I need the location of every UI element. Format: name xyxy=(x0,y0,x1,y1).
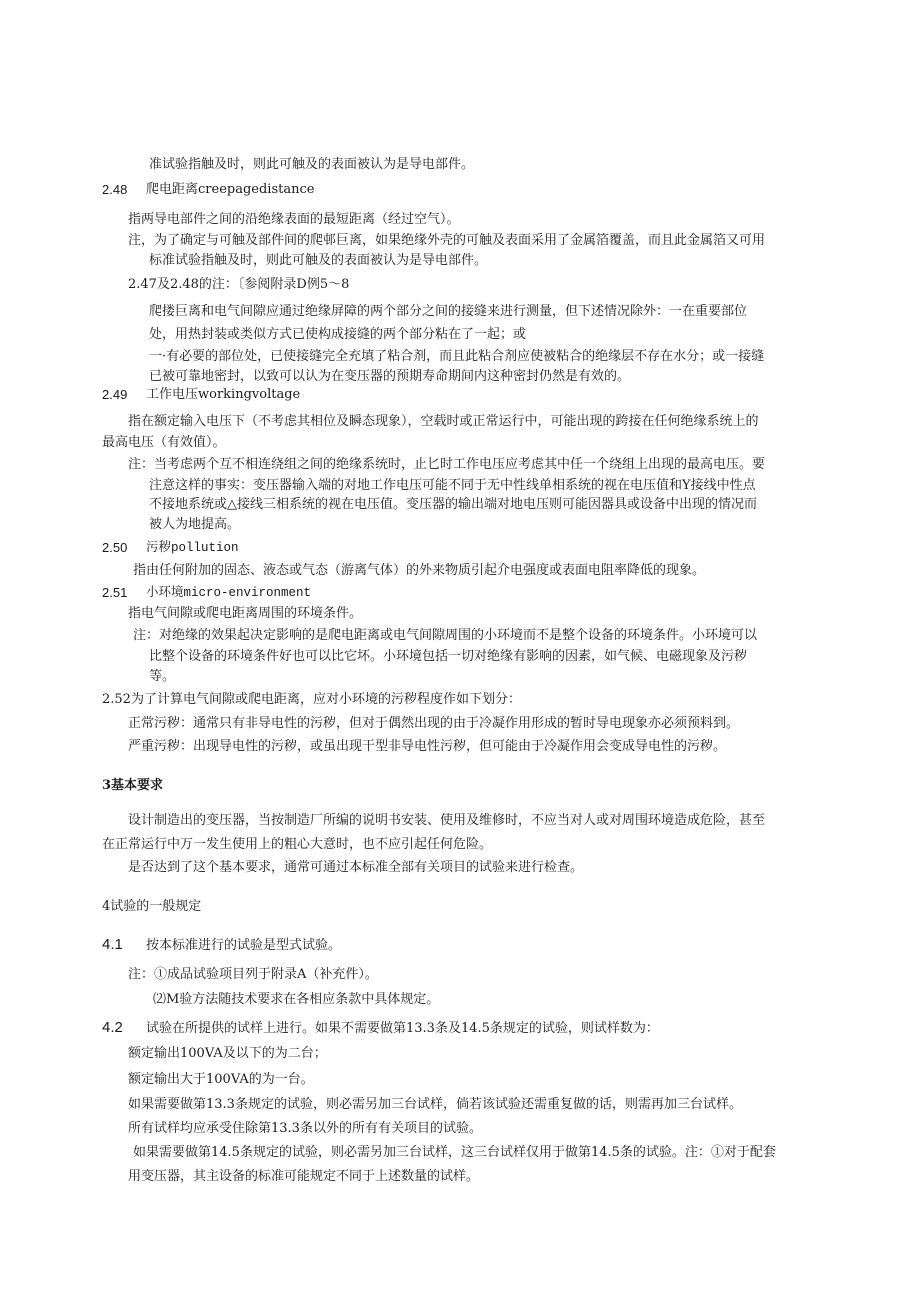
text-line: 指两导电部件之间的沿绝缘表面的最短距离（经过空气）。 xyxy=(128,212,460,227)
note-line: 注，为了确定与可触及部件间的爬邨巨离，如果绝缘外壳的可触及表面采用了金属箔覆盖，而且此金属箔又可用 xyxy=(128,233,766,248)
text-line: 额定输出大于100VA的为一台。 xyxy=(128,1072,314,1087)
clause-number: 4.2 xyxy=(102,1019,123,1036)
text-line: 严重污秽：出现导电性的污秽，或虽出现干型非导电性污秽，但可能由于冷凝作用会变成导电性的污秽。 xyxy=(128,739,727,754)
text-line: 爬搂巨离和电气间隙应通过绝缘屏障的两个部分之间的接缝来进行测量，但下述情况除外：一在重要部位 xyxy=(149,304,748,319)
text-line: 指在额定输入电压下（不考虑其相位及瞬态现象），空载时或正常运行中，可能出现的跨接在任何绝缘系统上的 xyxy=(128,414,759,429)
text-line: 一·有必要的部位处，已使接缝完全充填了粘合剂，而且此粘合剂应使被粘合的绝缘层不存在水分；或一接缝 xyxy=(149,349,765,364)
text-line: 用变压器，其主设备的标准可能规定不同于上述数量的试样。 xyxy=(128,1169,480,1184)
text-line: 如果需要做第14.5条规定的试验，则必需另加三台试样，这三台试样仅用于做第14.5条的试验。注：①对于配套 xyxy=(133,1145,776,1160)
clause-title: 小环境micro-environment xyxy=(146,586,312,600)
text-line: 2.52为了计算电气间隙或爬电距离，应对小环境的污秽程度作如下划分： xyxy=(102,692,521,707)
text-line: 已被可靠地密封，以致可以认为在变压器的预期寿命期间内这种密封仍然是有效的。 xyxy=(149,369,631,384)
text-line: 如果需要做第13.3条规定的试验，则必需另加三台试样，倘若该试验还需重复做的话，则需再加三台试样。 xyxy=(128,1097,742,1112)
section-heading: 3基本要求 xyxy=(102,778,164,793)
clause-number: 2.48 xyxy=(102,182,128,197)
text-line: 额定输出100VA及以下的为二台； xyxy=(128,1046,327,1061)
text-line: 最高电压（有效值）。 xyxy=(102,435,226,450)
text-line: 指电气间隙或爬电距离周围的环境条件。 xyxy=(128,606,363,621)
text-line: 在正常运行中万一发生使用上的粗心大意时，也不应引起任何危险。 xyxy=(102,837,493,852)
text-line: 准试验指触及时，则此可触及的表面被认为是导电部件。 xyxy=(149,157,475,172)
clause-number: 2.51 xyxy=(102,585,128,600)
text-line: 试验在所提供的试样上进行。如果不需要做第13.3条及14.5条规定的试验，则试样数为： xyxy=(146,1021,659,1036)
clause-number: 2.49 xyxy=(102,387,128,402)
clause-title: 污秽pollution xyxy=(146,541,239,555)
clause-number: 4.1 xyxy=(102,936,123,953)
note-line: 等。 xyxy=(149,669,176,684)
note-line: 注意这样的事实：变压器输入端的对地工作电压可能不同于无中性线单相系统的视在电压值和Y接线中性点 xyxy=(149,478,756,493)
text-line: 设计制造出的变压器，当按制造厂所编的说明书安装、使用及维修时，不应当对人或对周围环境造成危险，甚至 xyxy=(128,813,766,828)
section-heading: 4试验的一般规定 xyxy=(102,899,202,914)
text-line: 按本标准进行的试验是型式试验。 xyxy=(146,938,342,953)
note-line: 标准试验指触及时，则此可触及的表面被认为是导电部件。 xyxy=(149,253,488,268)
clause-title: 工作电压workingvoltage xyxy=(146,387,301,402)
note-line: ⑵M验方法随技术要求在各相应条款中具体规定。 xyxy=(153,992,440,1007)
text-line: 正常污秽：通常只有非导电性的污秽，但对于偶然出现的由于冷凝作用形成的暂时导电现象亦必须预料到。 xyxy=(128,716,740,731)
text-line: 处，用热封装或类似方式已使构成接缝的两个部分粘在了一起；或 xyxy=(149,327,527,342)
note-line: 不接地系统或△接线三相系统的视在电压值。变压器的输出端对地电压则可能因器具或设备中出现的情况而 xyxy=(149,497,757,512)
text-line: 是否达到了这个基本要求，通常可通过本标准全部有关项目的试验来进行检查。 xyxy=(128,860,584,875)
note-line: 注：①成品试验项目列于附录A（补充件）。 xyxy=(128,967,378,982)
note-line: 比整个设备的环境条件好也可以比它坏。小环境包括一切对绝缘有影响的因素，如气候、电磁现象及污秽 xyxy=(149,649,748,664)
note-line: 注：当考虑两个互不相连绕组之间的绝缘系统时，止匕时工作电压应考虑其中任一个绕组上出现的最高电压。要 xyxy=(128,457,766,472)
note-line: 注：对绝缘的效果起决定影响的是爬电距离或电气间隙周围的小环境而不是整个设备的环境条件。小环境可以 xyxy=(133,628,758,643)
note-line: 被人为地提高。 xyxy=(149,517,241,532)
note-heading: 2.47及2.48的注：〔参阅附录D例5〜8 xyxy=(128,277,350,292)
clause-title: 爬电距离creepagedistance xyxy=(146,182,315,197)
text-line: 指由任何附加的固态、液态或气态（游离气体）的外来物质引起介电强度或表面电阻率降低的现象。 xyxy=(133,563,706,578)
clause-number: 2.50 xyxy=(102,540,128,555)
text-line: 所有试样均应承受住除第13.3条以外的所有有关项目的试验。 xyxy=(128,1121,482,1136)
